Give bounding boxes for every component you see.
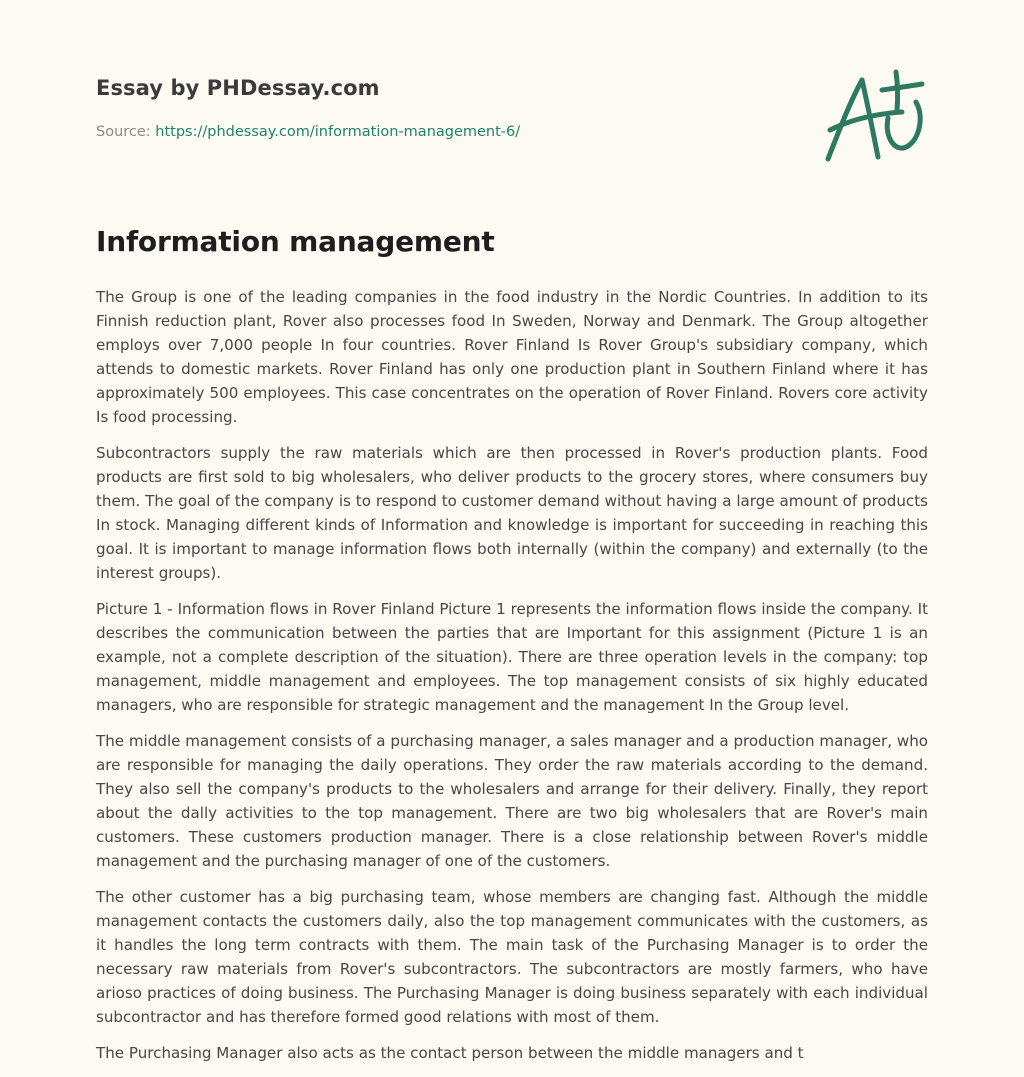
source-line xyxy=(96,124,520,140)
essay-paragraph: The Purchasing Manager also acts as the contact person between the middle managers and t xyxy=(96,1044,804,1062)
essay-title: Information management xyxy=(96,225,495,258)
essay-paragraph: The Group is one of the leading companies in the food industry in the Nordic Countries. In addition to its Finnish reduction plant, Rover also processes food In Sweden, Norway and Denmark. The Group altogether employs over 7,000 people In four countries. Rover Finland Is Rover Group's subsidiary company, which attends to domestic markets. Rover Finland has only one production plant in Southern Finland where it has approximately 500 employees. This case concentrates on the operation of Rover Finland. Rovers core activity Is food processing. xyxy=(96,288,928,426)
a-plus-grade-logo-icon xyxy=(818,66,930,166)
logo-swoosh xyxy=(887,102,920,148)
logo-plus-vertical xyxy=(896,72,898,110)
site-brand: Essay by PHDessay.com xyxy=(96,76,380,100)
source-link[interactable]: https://phdessay.com/information-management-6/ xyxy=(155,124,521,140)
source-label: Source: xyxy=(96,124,156,140)
essay-paragraph: Subcontractors supply the raw materials which are then processed in Rover's production plants. Food products are first sold to big wholesalers, who deliver products to the grocery stores, where consumers buy them. The goal of the company is to respond to customer demand without having a large amount of products In stock. Managing different kinds of Information and knowledge is important for succeeding in reaching this goal. It is important to manage information flows both internally (within the company) and externally (to the interest groups). xyxy=(96,444,928,582)
essay-paragraph: Picture 1 - Information flows in Rover Finland Picture 1 represents the information flows inside the company. It describes the communication between the parties that are Important for this assignment (Picture 1 is an example, not a complete description of the situation). There are three operation levels in the company: top management, middle management and employees. The top management consists of six highly educated managers, who are responsible for strategic management and the management In the Group level. xyxy=(96,600,928,714)
essay-paragraph: The other customer has a big purchasing team, whose members are changing fast. Although the middle management contacts the customers daily, also the top management communicates with the customers, as it handles the long term contracts with them. The main task of the Purchasing Manager is to order the necessary raw materials from Rover's subcontractors. The subcontractors are mostly farmers, who have arioso practices of doing business. The Purchasing Manager is doing business separately with each individual subcontractor and has therefore formed good relations with most of them. xyxy=(96,888,928,1026)
logo-plus-horizontal xyxy=(882,84,922,90)
essay-body xyxy=(96,285,928,1077)
essay-paragraph: The middle management consists of a purchasing manager, a sales manager and a production manager, who are responsible for managing the daily operations. They order the raw materials according to the demand. They also sell the company's products to the wholesalers and arrange for their delivery. Finally, they report about the dally activities to the top management. There are two big wholesalers that are Rover's main customers. These customers production manager. There is a close relationship between Rover's middle management and the purchasing manager of one of the customers. xyxy=(96,732,928,870)
